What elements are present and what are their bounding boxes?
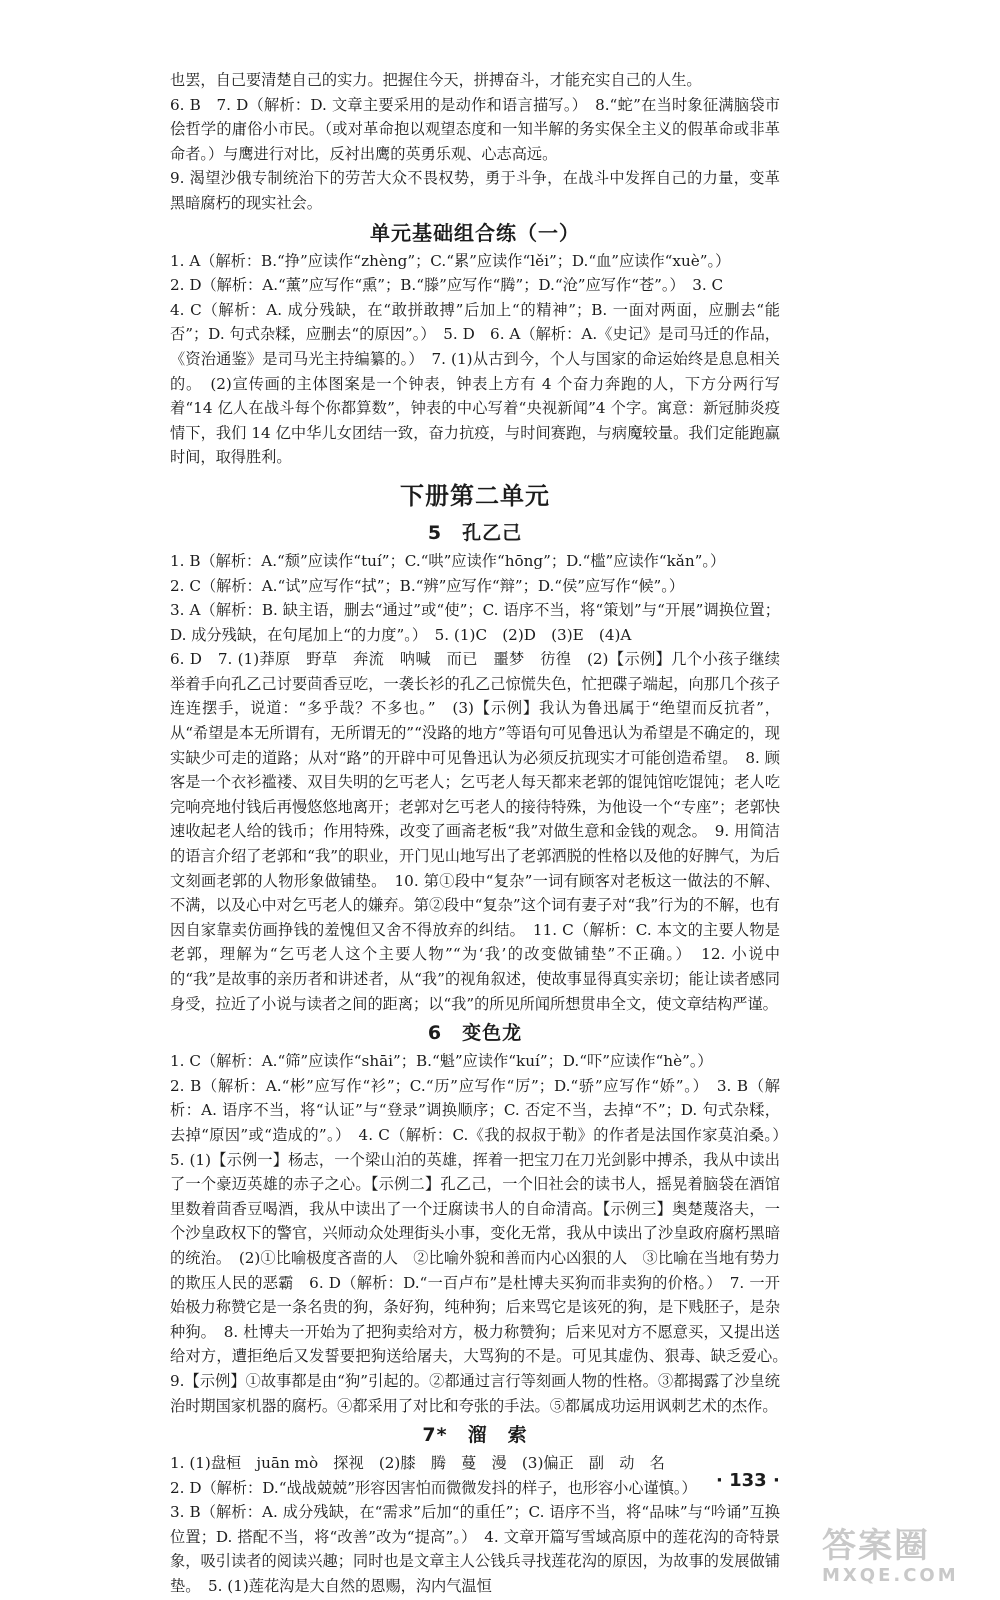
section-title-unit-practice: 单元基础组合练（一） xyxy=(370,220,580,245)
lesson-title-6: 6 变色龙 xyxy=(427,1022,523,1045)
watermark-url: MXQE.COM xyxy=(822,1565,959,1586)
watermark-text: 答案圈 xyxy=(822,1526,930,1566)
answer-paragraph: 4. C（解析：A. 成分残缺，在“敢拼敢搏”后加上“的精神”；B. 一面对两面，应删去“能否”；D. 句式杂糅，应删去“的原因”。） 5. D 6. A（解析：A.《史记》是司马迁的作品，《资治通鉴》是司马光主持编纂的。） 7. (1)从古到今，个人与国家的命运始终是息息相关的。 (2)宣传画的主体图案是一个钟表，钟表上方有 4 个奋力奔跑的人，下方分两行写着“14 亿人在战斗每个你都算数”，钟表的中心写着“央视新闻”4 个字。寓意：新冠肺炎疫情下，我们 14 亿中华儿女团结一致，奋力抗疫，与时间赛跑，与病魔较量。我们定能跑赢时间，取得胜利。 xyxy=(170,300,780,467)
answer-paragraph: 也罢，自己要清楚自己的实力。把握住今天，拼搏奋斗，才能充实自己的人生。 xyxy=(170,71,702,89)
answer-page xyxy=(170,68,796,1599)
lesson-title-5: 5 孔乙己 xyxy=(427,521,523,544)
unit-practice-answers xyxy=(170,249,780,470)
answer-paragraph: 1. C（解析：A.“筛”应读作“shāi”；B.“魁”应读作“kuí”；D.“吓”应读作“hè”。） xyxy=(170,1052,713,1071)
answer-paragraph: 3. B（解析：A. 成分残缺，在“需求”后加“的重任”；C. 语序不当，将“品味”与“吟诵”互换位置；D. 搭配不当，将“改善”改为“提高”。） 4. 文章开篇写雪域高原中的莲花沟的奇特景象，吸引读者的阅读兴趣；同时也是文章主人公钱兵寻找莲花沟的原因，为故事的发展做铺垫。 5. (1)莲花沟是大自然的恩赐，沟内气温恒 xyxy=(170,1503,780,1596)
lesson-7-answers xyxy=(170,1451,780,1599)
answer-paragraph: 2. C（解析：A.“试”应写作“拭”；B.“辨”应写作“辩”；D.“侯”应写作“候”。） xyxy=(170,576,685,595)
answer-paragraph: 6. B 7. D（解析：D. 文章主要采用的是动作和语言描写。） 8.“蛇”在当时象征满脑袋市侩哲学的庸俗小市民。（或对革命抱以观望态度和一知半解的务实保全主义的假革命或非革命者。）与鹰进行对比，反衬出鹰的英勇乐观、心志高远。 xyxy=(170,95,780,163)
answer-paragraph: 3. A（解析：B. 缺主语，删去“通过”或“使”；C. 语序不当，将“策划”与“开展”调换位置；D. 成分残缺，在句尾加上“的力度”。） 5. (1)C (2)D (3)E (4)A xyxy=(170,601,780,644)
lesson-title-7: 7* 溜 索 xyxy=(422,1424,528,1447)
unit-title: 下册第二单元 xyxy=(400,481,550,510)
answer-paragraph: 2. D（解析：D.“战战兢兢”形容因害怕而微微发抖的样子，也形容小心谨慎。） xyxy=(170,1478,697,1497)
answer-paragraph: 9. 渴望沙俄专制统治下的劳苦大众不畏权势，勇于斗争，在战斗中发挥自己的力量，变革黑暗腐朽的现实社会。 xyxy=(170,169,780,212)
answer-paragraph: 2. D（解析：A.“薰”应写作“熏”；B.“滕”应写作“腾”；D.“沧”应写作“苍”。） 3. C xyxy=(170,276,724,295)
answer-paragraph: 2. B（解析：A.“彬”应写作“衫”；C.“历”应写作“厉”；D.“骄”应写作“娇”。） 3. B（解析：A. 语序不当，将“认证”与“登录”调换顺序；C. 否定不当，去掉“不”；D. 句式杂糅，去掉“原因”或“造成的”。） 4. C（解析：C.《我的叔叔于勒》的作者是法国作家莫泊桑。） 5. (1)【示例一】杨志，一个梁山泊的英雄，挥着一把宝刀在刀光剑影中搏杀，我从中读出了一个豪迈英雄的赤子之心。【示例二】孔乙己，一个旧社会的读书人，摇晃着脑袋在酒馆里数着茴香豆喝酒，我从中读出了一个迂腐读书人的自命清高。【示例三】奥楚蔑洛夫，一个沙皇政权下的警官，兴师动众处理街头小事，变化无常，我从中读出了沙皇政府腐朽黑暗的统治。 (2)①比喻极度吝啬的人 ②比喻外貌和善而内心凶狠的人 ③比喻在当地有势力的欺压人民的恶霸 6. D（解析：D.“一百卢布”是杜博夫买狗而非卖狗的价格。） 7. 一开始极力称赞它是一条名贵的狗，条好狗，纯种狗；后来骂它是该死的狗，是下贱胚子，是杂种狗。 8. 杜博夫一开始为了把狗卖给对方，极力称赞狗；后来见对方不愿意买，又提出送给对方，遭拒绝后又发誓要把狗送给屠夫，大骂狗的不是。可见其虚伪、狠毒、缺乏爱心。 9.【示例】①故事都是由“狗”引起的。②都通过言行等刻画人物的性格。③都揭露了沙皇统治时期国家机器的腐朽。④都采用了对比和夸张的手法。⑤都属成功运用讽刺艺术的杰作。 xyxy=(170,1076,796,1415)
answer-paragraph: 1. B（解析：A.“颓”应读作“tuí”；C.“哄”应读作“hōng”；D.“槛”应读作“kǎn”。） xyxy=(170,551,726,570)
answer-paragraph: 6. D 7. (1)莽原 野草 奔流 呐喊 而已 噩梦 彷徨 (2)【示例】几个小孩子继续举着手向孔乙己讨要茴香豆吃，一袭长衫的孔乙己惊慌失色，忙把碟子端起，向那几个孩子连连摆手，说道：“多乎哉？不多也。” (3)【示例】我认为鲁迅属于“绝望而反抗者”，从“希望是本无所谓有，无所谓无的”“没路的地方”等语句可见鲁迅认为希望是不确定的，现实缺少可走的道路；从对“路”的开辟中可见鲁迅认为必须反抗现实才可能创造希望。 8. 顾客是一个衣衫褴褛、双目失明的乞丐老人；乞丐老人每天都来老郭的馄饨馆吃馄饨；老人吃完响亮地付钱后再慢悠悠地离开；老郭对乞丐老人的接待特殊，为他设一个“专座”；老郭快速收起老人给的钱币；作用特殊，改变了画斋老板“我”对做生意和金钱的观念。 9. 用简洁的语言介绍了老郭和“我”的职业，开门见山地写出了老郭洒脱的性格以及他的好脾气，为后文刻画老郭的人物形象做铺垫。 10. 第①段中“复杂”一词有顾客对老板这一做法的不解、不满，以及心中对乞丐老人的嫌弃。第②段中“复杂”这个词有妻子对“我”行为的不解，也有因自家靠卖仿画挣钱的羞愧但又舍不得放弃的纠结。 11. C（解析：C. 本文的主要人物是老郭，理解为“乞丐老人这个主要人物”“为‘我’的改变做铺垫”不正确。） 12. 小说中的“我”是故事的亲历者和讲述者，从“我”的视角叙述，使故事显得真实亲切；能让读者感同身受，拉近了小说与读者之间的距离；以“我”的所见所闻所想贯串全文，使文章结构严谨。 xyxy=(170,650,780,1013)
page-number: · 133 · xyxy=(716,1470,780,1491)
watermark-logo xyxy=(822,1526,982,1590)
lesson-5-answers xyxy=(170,549,780,1016)
intro-block xyxy=(170,68,780,216)
lesson-6-answers xyxy=(170,1049,796,1418)
answer-paragraph: 1. (1)盘桓 juān mò 探视 (2)膝 腾 蔓 漫 (3)偏正 副 动 名 xyxy=(170,1454,665,1473)
answer-paragraph: 1. A（解析：B.“挣”应读作“zhèng”；C.“累”应读作“lěi”；D.“血”应读作“xuè”。） xyxy=(170,251,731,270)
